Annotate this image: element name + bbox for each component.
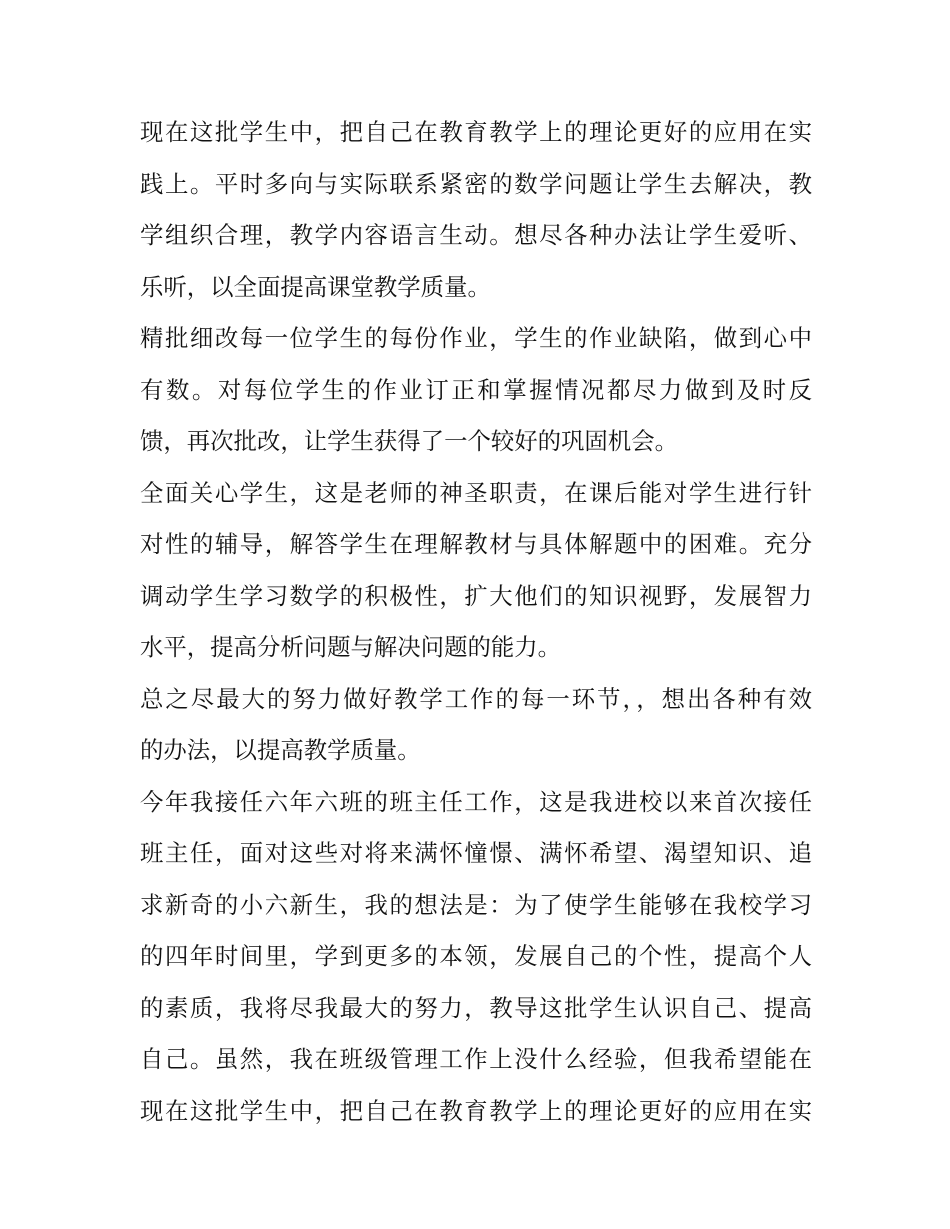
text-line-9: 对性的辅导，解答学生在理解教材与具体解题中的困难。充分 bbox=[140, 530, 812, 558]
text-line-18: 的素质，我将尽我最大的努力，教导这批学生认识自己、提高 bbox=[140, 993, 812, 1022]
document-body bbox=[140, 107, 812, 1137]
text-line-8: 全面关心学生，这是老师的神圣职责，在课后能对学生进行针 bbox=[140, 478, 812, 507]
text-line-1: 现在这批学生中，把自己在教育教学上的理论更好的应用在实 bbox=[140, 118, 812, 146]
text-line-5: 精批细改每一位学生的每份作业，学生的作业缺陷，做到心中 bbox=[140, 324, 812, 352]
text-line-20: 现在这批学生中，把自己在教育教学上的理论更好的应用在实 bbox=[140, 1096, 812, 1125]
text-line-6: 有数。对每位学生的作业订正和掌握情况都尽力做到及时反 bbox=[140, 375, 812, 404]
text-line-11: 水平，提高分析问题与解决问题的能力。 bbox=[140, 633, 562, 661]
text-line-3: 学组织合理，教学内容语言生动。想尽各种办法让学生爱听、 bbox=[140, 221, 812, 249]
text-line-13: 的办法，以提高教学质量。 bbox=[140, 736, 421, 764]
text-line-4: 乐听，以全面提高课堂教学质量。 bbox=[140, 272, 491, 301]
text-line-2: 践上。平时多向与实际联系紧密的数学问题让学生去解决，教 bbox=[140, 169, 812, 198]
text-line-19: 自己。虽然，我在班级管理工作上没什么经验，但我希望能在 bbox=[140, 1045, 812, 1073]
text-line-15: 班主任，面对这些对将来满怀憧憬、满怀希望、渴望知识、追 bbox=[140, 839, 812, 867]
text-line-7: 馈，再次批改，让学生获得了一个较好的巩固机会。 bbox=[140, 427, 678, 455]
text-line-10: 调动学生学习数学的积极性，扩大他们的知识视野，发展智力 bbox=[140, 581, 812, 610]
text-line-16: 求新奇的小六新生，我的想法是：为了使学生能够在我校学习 bbox=[140, 890, 812, 919]
text-line-12: 总之尽最大的努力做好教学工作的每一环节，，想出各种有效 bbox=[140, 684, 812, 713]
text-line-17: 的四年时间里，学到更多的本领，发展自己的个性，提高个人 bbox=[140, 942, 812, 970]
text-line-14: 今年我接任六年六班的班主任工作，这是我进校以来首次接任 bbox=[140, 787, 812, 816]
